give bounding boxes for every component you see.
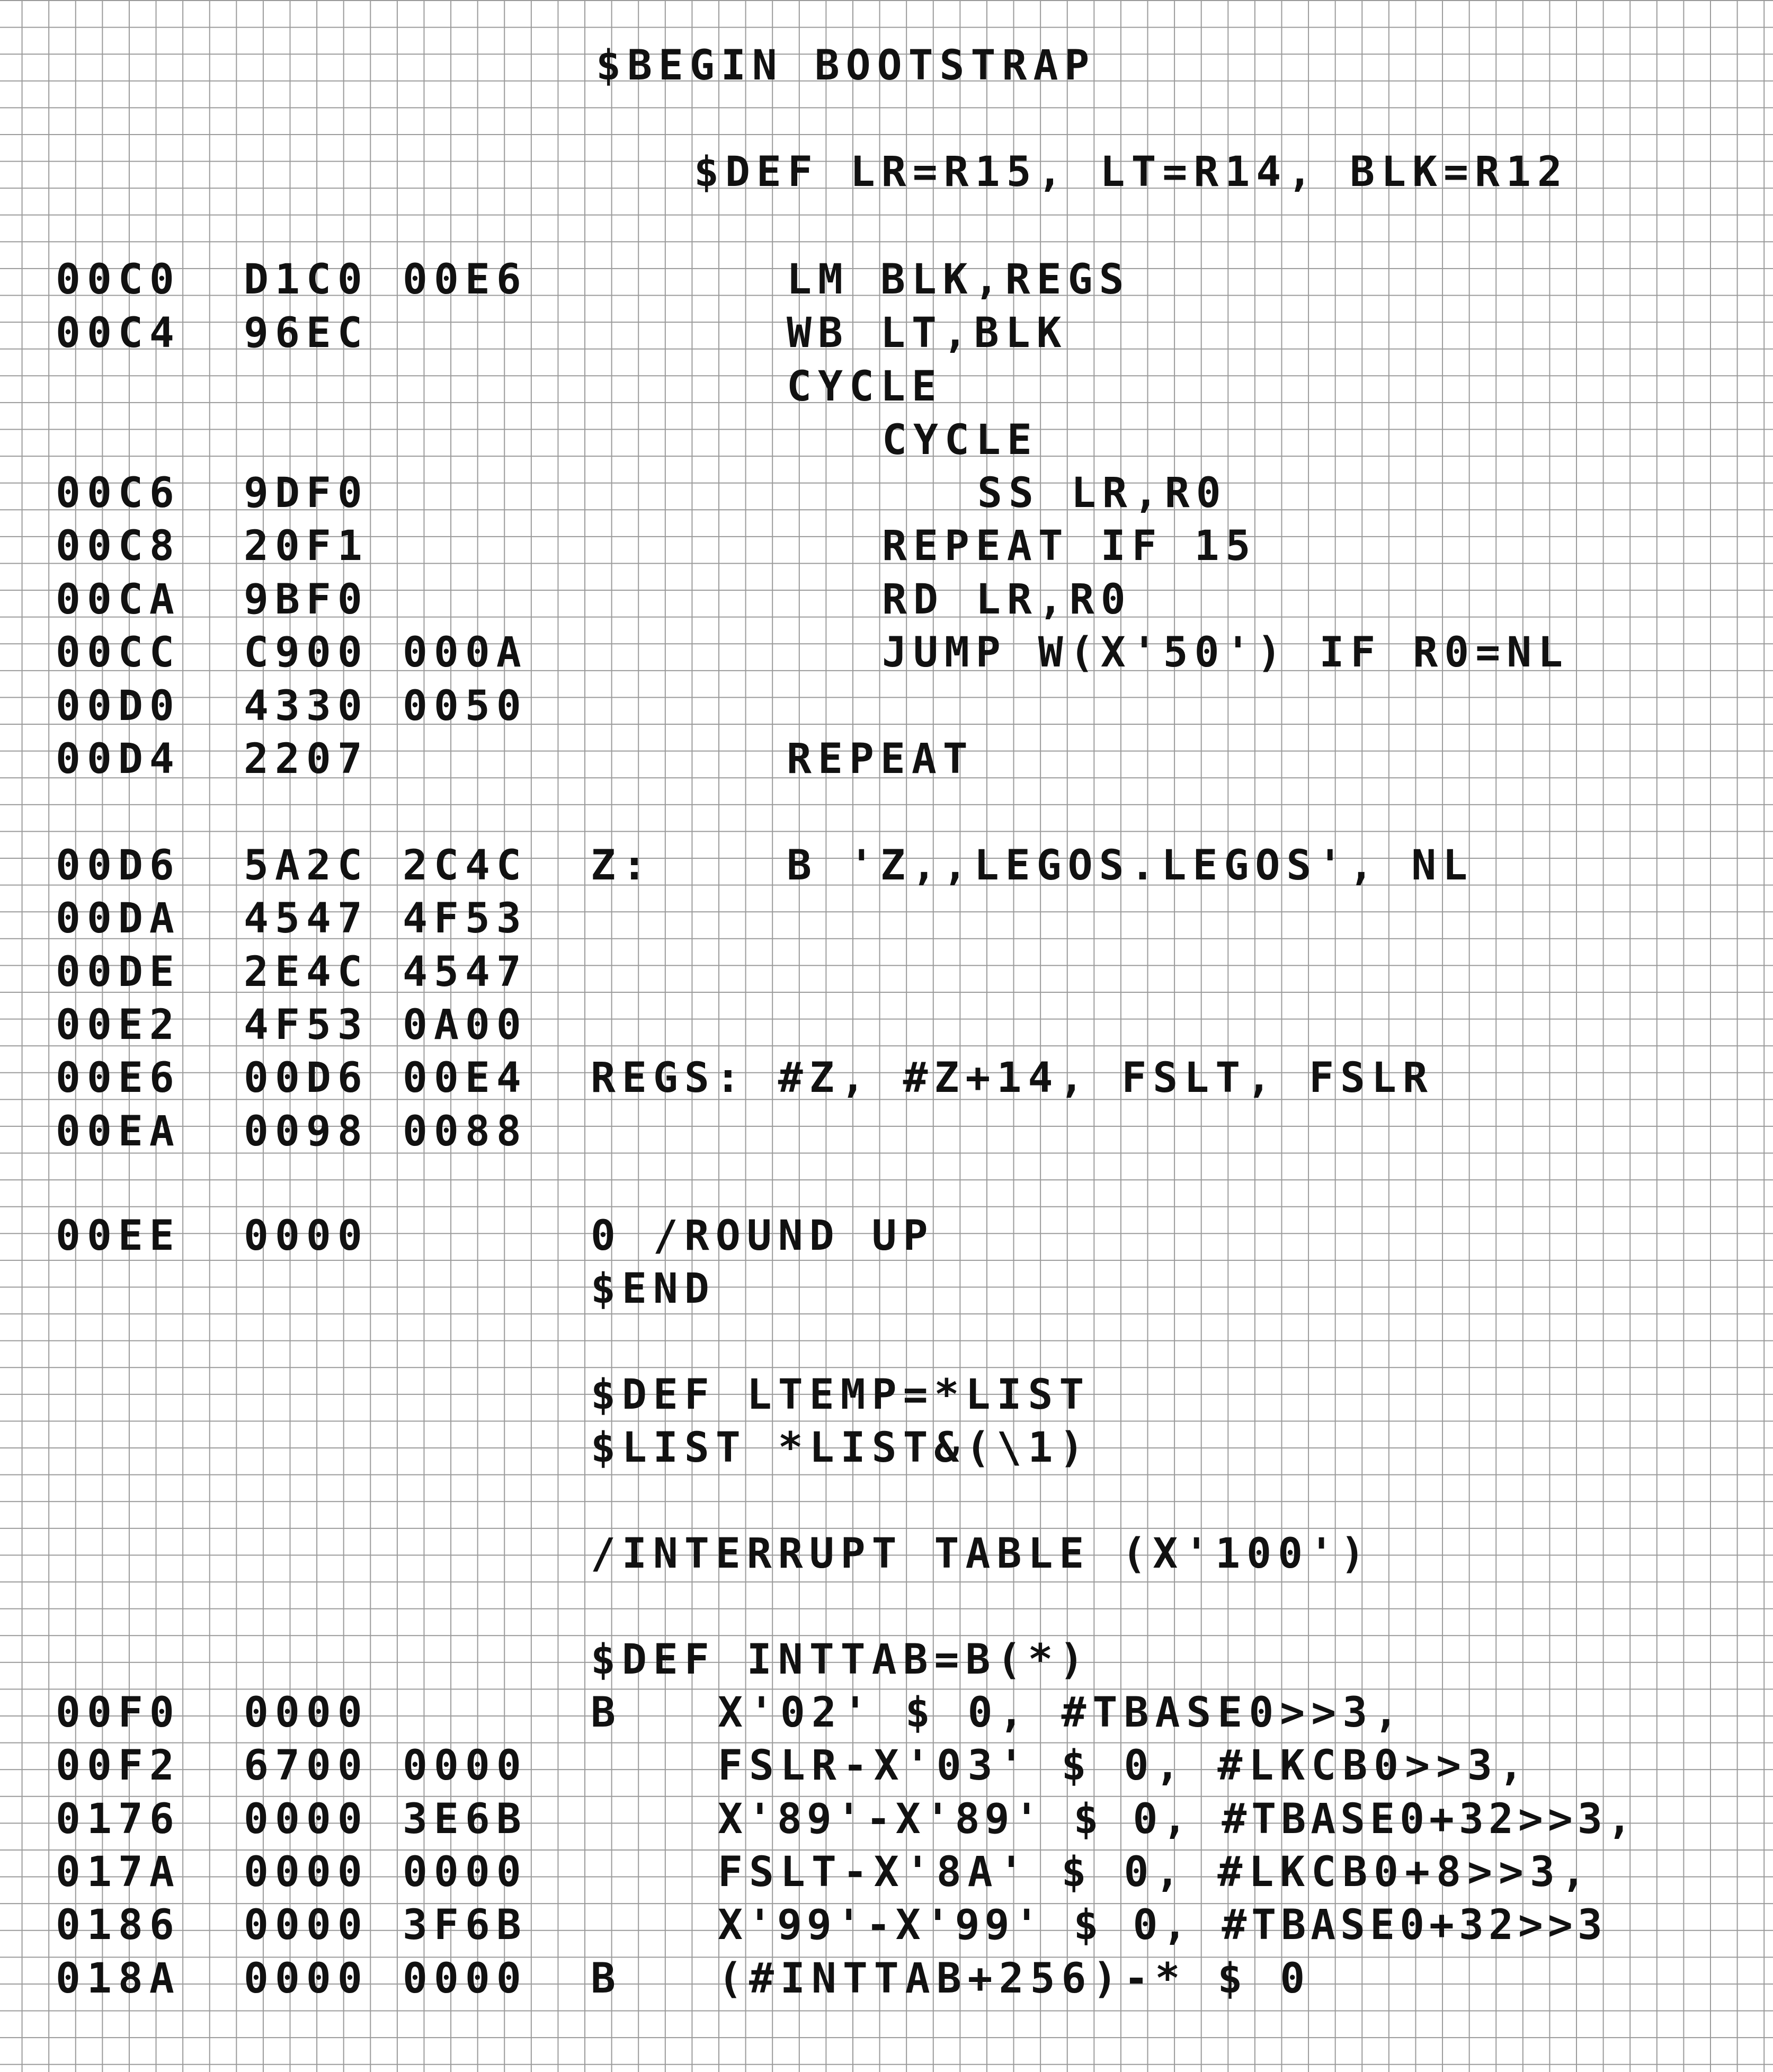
row-address: 00EA bbox=[56, 1108, 181, 1155]
row-hex-word-2: 4F53 bbox=[403, 895, 528, 942]
row-address: 00CA bbox=[56, 576, 181, 624]
row-hex-word-1: 4330 bbox=[244, 682, 369, 730]
row-hex-word-2: 4547 bbox=[403, 948, 528, 996]
row-address: 00C4 bbox=[56, 309, 181, 357]
row-hex-word-1: 0098 bbox=[244, 1108, 369, 1155]
row-instruction: FSLR-X'03' $ 0, #LKCB0>>3, bbox=[718, 1742, 1530, 1790]
row-hex-word-2: 0088 bbox=[403, 1108, 528, 1155]
row-hex-word-1: 0000 bbox=[244, 1689, 369, 1737]
row-hex-word-1: 5A2C bbox=[244, 842, 369, 890]
row-address: 00EE bbox=[56, 1212, 181, 1260]
row-hex-word-2: 0050 bbox=[403, 682, 528, 730]
row-instruction: WB LT,BLK bbox=[787, 309, 1068, 357]
row-address: 00CC bbox=[56, 629, 181, 677]
row-address: 017A bbox=[56, 1848, 181, 1896]
row-hex-word-2: 3F6B bbox=[403, 1901, 528, 1949]
row-hex-word-2: 0000 bbox=[403, 1742, 528, 1790]
row-hex-word-1: 20F1 bbox=[244, 522, 369, 570]
row-instruction: SS LR,R0 bbox=[977, 469, 1227, 517]
row-address: 00D4 bbox=[56, 735, 181, 783]
row-address: 00C0 bbox=[56, 256, 181, 304]
row-address: 0176 bbox=[56, 1795, 181, 1843]
row-hex-word-1: 6700 bbox=[244, 1742, 369, 1790]
row-instruction: X'02' $ 0, #TBASE0>>3, bbox=[718, 1689, 1405, 1737]
row-instruction: JUMP W(X'50') IF R0=NL bbox=[882, 629, 1570, 677]
row-label: 0 /ROUND UP bbox=[591, 1212, 934, 1260]
row-instruction: FSLT-X'8A' $ 0, #LKCB0+8>>3, bbox=[718, 1848, 1592, 1896]
row-label: $DEF INTTAB=B(*) bbox=[591, 1636, 1091, 1684]
row-label: B bbox=[591, 1955, 622, 2003]
row-hex-word-2: 000A bbox=[403, 629, 528, 677]
begin-directive: $BEGIN BOOTSTRAP bbox=[596, 42, 1096, 90]
row-hex-word-1: 4F53 bbox=[244, 1001, 369, 1049]
row-address: 00E6 bbox=[56, 1054, 181, 1102]
row-instruction: CYCLE bbox=[882, 416, 1038, 464]
row-hex-word-2: 0000 bbox=[403, 1848, 528, 1896]
row-hex-word-1: C900 bbox=[244, 629, 369, 677]
row-address: 00E2 bbox=[56, 1001, 181, 1049]
row-hex-word-1: 96EC bbox=[244, 309, 369, 357]
row-hex-word-1: 2E4C bbox=[244, 948, 369, 996]
row-instruction: REPEAT IF 15 bbox=[882, 522, 1257, 570]
row-address: 018A bbox=[56, 1955, 181, 2003]
row-label: /INTERRUPT TABLE (X'100') bbox=[591, 1530, 1371, 1578]
row-address: 00D0 bbox=[56, 682, 181, 730]
row-instruction: B 'Z,,LEGOS.LEGOS', NL bbox=[787, 842, 1474, 890]
row-instruction: X'89'-X'89' $ 0, #TBASE0+32>>3, bbox=[718, 1795, 1637, 1843]
row-label: REGS: #Z, #Z+14, FSLT, FSLR bbox=[591, 1054, 1434, 1102]
row-hex-word-1: 4547 bbox=[244, 895, 369, 942]
row-label: $END bbox=[591, 1265, 716, 1313]
row-instruction: REPEAT bbox=[787, 735, 974, 783]
row-address: 00C8 bbox=[56, 522, 181, 570]
row-hex-word-2: 2C4C bbox=[403, 842, 528, 890]
row-instruction: (#INTTAB+256)-* $ 0 bbox=[718, 1955, 1312, 2003]
row-address: 00C6 bbox=[56, 469, 181, 517]
row-hex-word-2: 3E6B bbox=[403, 1795, 528, 1843]
row-address: 00F2 bbox=[56, 1742, 181, 1790]
row-label: $DEF LTEMP=*LIST bbox=[591, 1371, 1091, 1419]
row-label: $LIST *LIST&(\1) bbox=[591, 1424, 1091, 1472]
row-hex-word-1: 0000 bbox=[244, 1212, 369, 1260]
row-hex-word-1: 0000 bbox=[244, 1795, 369, 1843]
row-hex-word-2: 00E4 bbox=[403, 1054, 528, 1102]
row-hex-word-1: 0000 bbox=[244, 1848, 369, 1896]
row-hex-word-1: 0000 bbox=[244, 1901, 369, 1949]
row-hex-word-2: 00E6 bbox=[403, 256, 528, 304]
row-hex-word-1: 0000 bbox=[244, 1955, 369, 2003]
row-address: 00DA bbox=[56, 895, 181, 942]
def-directive: $DEF LR=R15, LT=R14, BLK=R12 bbox=[694, 148, 1569, 196]
row-instruction: X'99'-X'99' $ 0, #TBASE0+32>>3 bbox=[718, 1901, 1607, 1949]
row-hex-word-1: 9BF0 bbox=[244, 576, 369, 624]
row-hex-word-1: 9DF0 bbox=[244, 469, 369, 517]
row-hex-word-2: 0000 bbox=[403, 1955, 528, 2003]
row-address: 00D6 bbox=[56, 842, 181, 890]
row-hex-word-1: 2207 bbox=[244, 735, 369, 783]
row-instruction: RD LR,R0 bbox=[882, 576, 1132, 624]
row-instruction: LM BLK,REGS bbox=[787, 256, 1130, 304]
row-instruction: CYCLE bbox=[787, 363, 943, 411]
row-label: B bbox=[591, 1689, 622, 1737]
row-label: Z: bbox=[591, 842, 653, 890]
row-address: 00F0 bbox=[56, 1689, 181, 1737]
row-address: 00DE bbox=[56, 948, 181, 996]
row-hex-word-2: 0A00 bbox=[403, 1001, 528, 1049]
row-address: 0186 bbox=[56, 1901, 181, 1949]
row-hex-word-1: D1C0 bbox=[244, 256, 369, 304]
row-hex-word-1: 00D6 bbox=[244, 1054, 369, 1102]
